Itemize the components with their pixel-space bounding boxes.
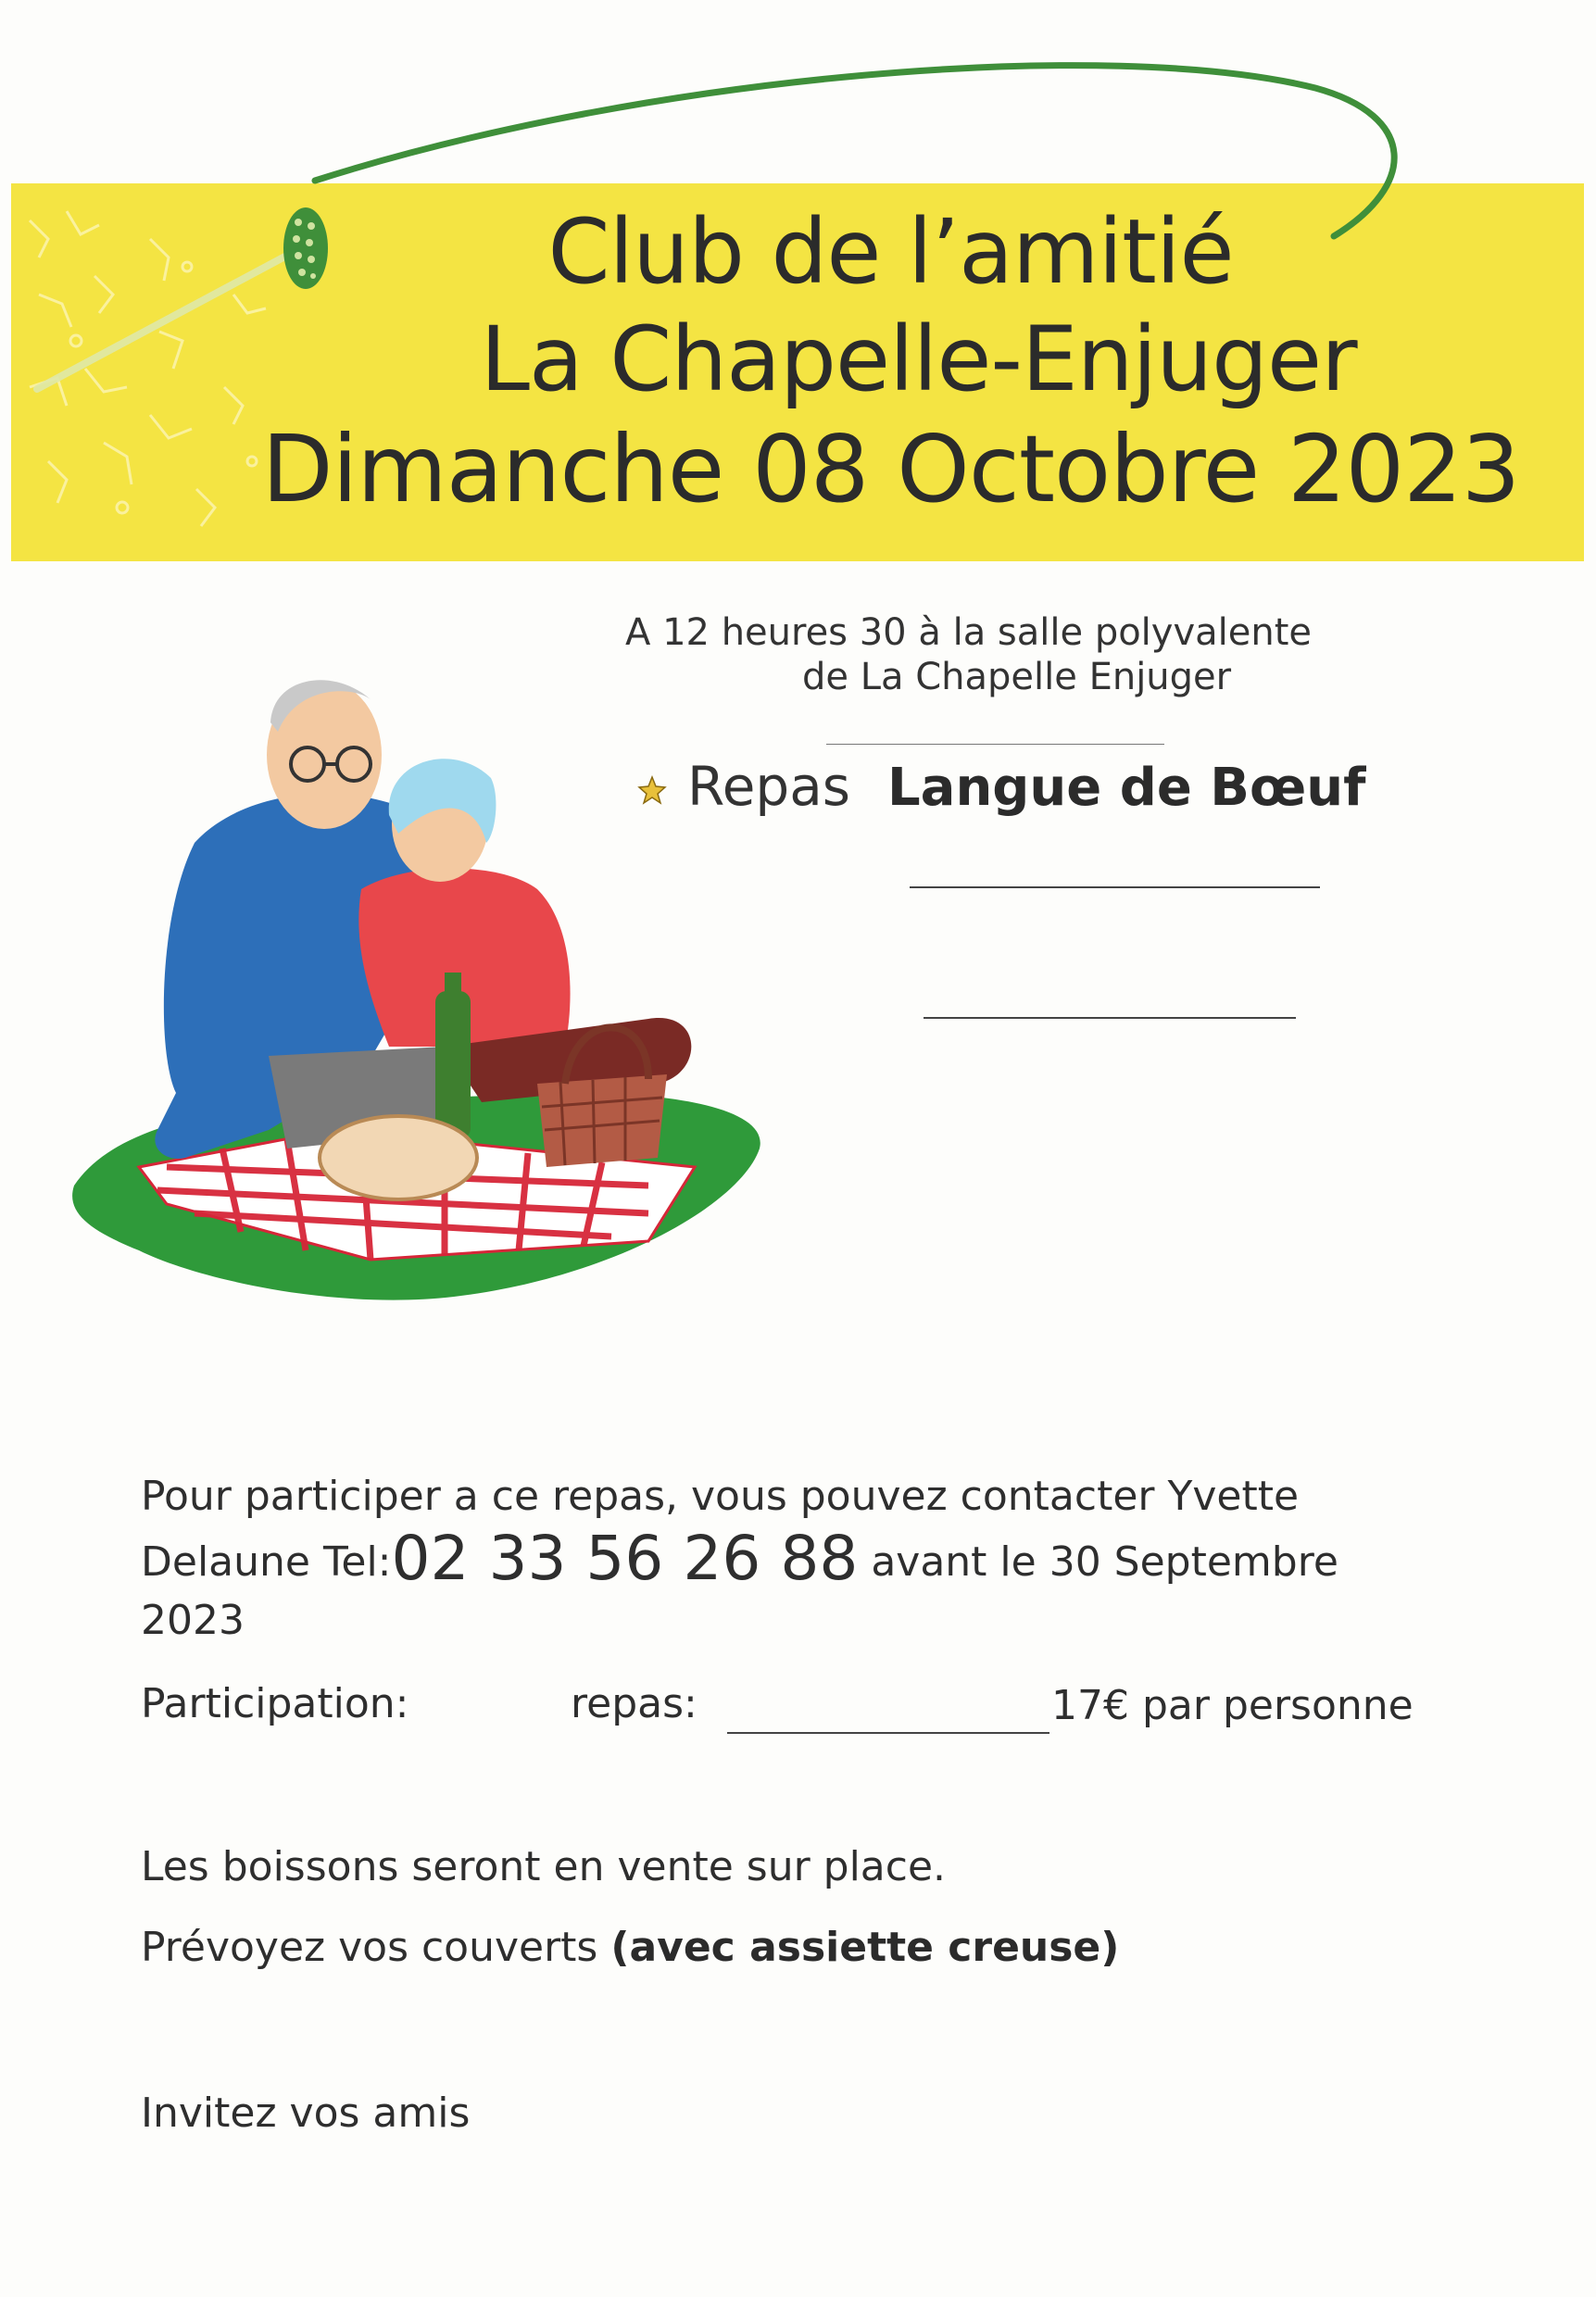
club-title: Club de l’amitié (547, 200, 1234, 304)
blank-line (924, 1017, 1296, 1019)
event-venue: de La Chapelle Enjuger (802, 656, 1232, 698)
meal-label: Repas (687, 755, 850, 818)
contact-text-line-3: 2023 (141, 1597, 245, 1644)
cutlery-note (141, 1924, 1119, 1971)
event-date-title: Dimanche 08 Octobre 2023 (261, 415, 1520, 523)
drinks-note: Les boissons seront en vente sur place. (141, 1843, 947, 1890)
deadline-text: avant le 30 Septembre (858, 1538, 1338, 1586)
price-per-person: 17€ par personne (1051, 1682, 1414, 1729)
meal-name: Langue de Bœuf (886, 758, 1366, 818)
village-title: La Chapelle-Enjuger (480, 308, 1357, 411)
contact-name-prefix: Delaune Tel: (141, 1538, 392, 1586)
contact-text-line-1: Pour participer a ce repas, vous pouvez contacter Yvette (141, 1473, 1300, 1520)
blank-line (727, 1732, 1049, 1734)
phone-number: 02 33 56 26 88 (391, 1523, 859, 1594)
repas-label: repas: (571, 1680, 697, 1727)
divider (826, 744, 1164, 745)
cutlery-note-text: Prévoyez vos couverts (141, 1924, 611, 1971)
event-time-location: A 12 heures 30 à la salle polyvalente (625, 611, 1313, 654)
picnic-couple-illustration (56, 611, 778, 1315)
contact-text-line-2 (141, 1523, 1338, 1594)
blank-line (910, 886, 1320, 888)
cutlery-note-emphasis: (avec assiette creuse) (610, 1924, 1120, 1971)
meal-row (634, 755, 1366, 818)
star-bullet-icon (634, 772, 671, 809)
participation-label: Participation: (141, 1680, 409, 1727)
invite-note: Invitez vos amis (141, 2090, 471, 2137)
